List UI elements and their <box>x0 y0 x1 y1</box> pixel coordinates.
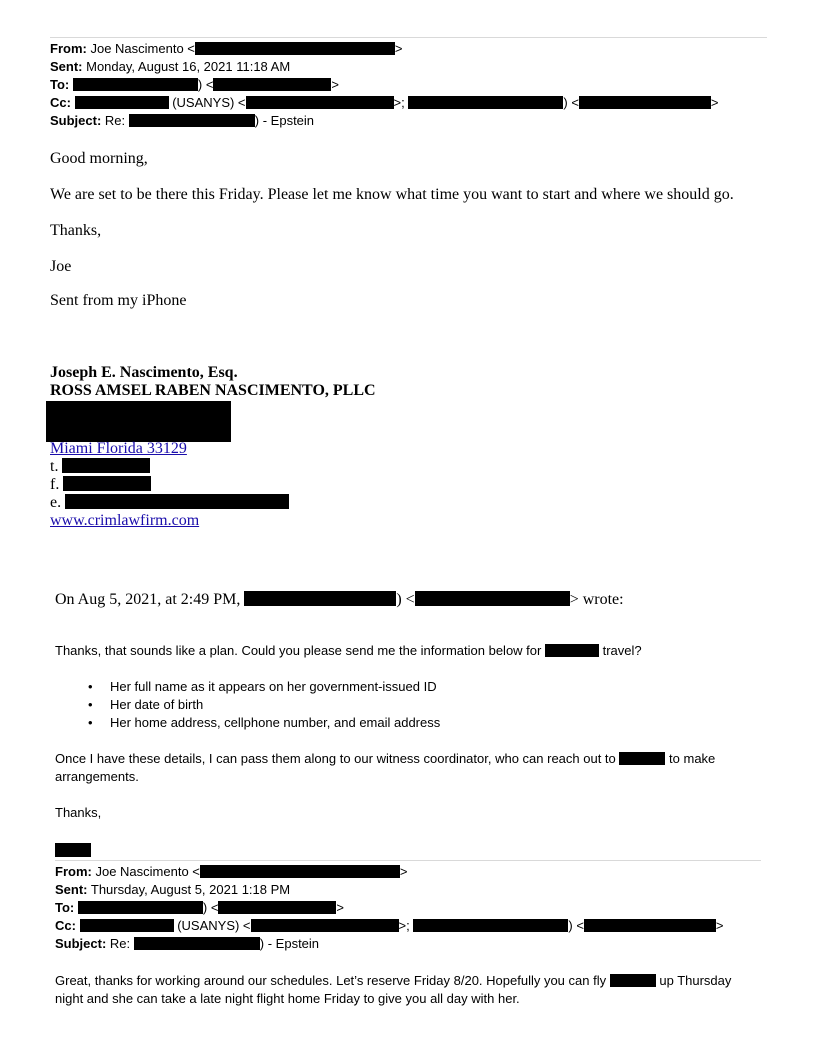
quoted-intro <box>55 591 624 609</box>
redaction <box>195 42 395 55</box>
from-close: > <box>399 864 408 879</box>
cc-usanys: (USANYS) < <box>177 918 251 933</box>
intro-prefix: On Aug 5, 2021, at 2:49 PM, <box>55 591 241 608</box>
phone-line <box>50 458 150 476</box>
fax-label: f. <box>50 476 60 493</box>
para2-suffix: to make <box>669 751 716 766</box>
redaction <box>65 494 289 509</box>
to-mid: ) < <box>202 900 219 915</box>
cc-mid: ) < <box>563 95 579 110</box>
redaction <box>78 901 203 914</box>
sent-value: Monday, August 16, 2021 11:18 AM <box>86 59 291 74</box>
intro-mid: ) < <box>396 591 415 608</box>
body-line1-prefix: Great, thanks for working around our schedules. Let’s reserve Friday 8/20. Hopefully you can fly <box>55 973 607 988</box>
redaction <box>80 919 174 932</box>
subject-label: Subject: <box>50 113 102 128</box>
from-name: Joe Nascimento < <box>95 864 200 879</box>
sent-label: Sent: <box>50 59 83 74</box>
top-from-line <box>50 40 402 58</box>
website-line[interactable] <box>50 512 199 530</box>
redaction <box>75 96 169 109</box>
redaction <box>408 96 563 109</box>
to-close: > <box>331 77 340 92</box>
cc-sep: >; <box>393 95 405 110</box>
greeting: Good morning, <box>50 150 148 167</box>
cc-label: Cc: <box>50 95 71 110</box>
body-paragraph: We are set to be there this Friday. Please let me know what time you want to start and where we should go. <box>50 186 734 203</box>
redaction <box>213 78 331 91</box>
redaction <box>134 937 260 950</box>
redaction <box>545 644 599 657</box>
top-divider <box>50 37 767 38</box>
phone-label: t. <box>50 458 59 475</box>
redaction <box>251 919 399 932</box>
address-redaction <box>46 401 231 442</box>
signature-firm: ROSS AMSEL RABEN NASCIMENTO, PLLC <box>50 382 376 399</box>
email-label: e. <box>50 494 62 511</box>
subject-suffix: ) - Epstein <box>259 936 320 951</box>
redaction <box>129 114 255 127</box>
quoted-para2-line2: arrangements. <box>55 769 139 784</box>
info-list <box>55 678 440 732</box>
from-name: Joe Nascimento < <box>90 41 195 56</box>
from-close: > <box>394 41 403 56</box>
line1-prefix: Thanks, that sounds like a plan. Could you please send me the information below for <box>55 643 542 658</box>
redaction <box>584 919 716 932</box>
redaction <box>73 78 198 91</box>
list-item: • Her date of birth <box>55 696 440 714</box>
sent-value: Thursday, August 5, 2021 1:18 PM <box>90 882 291 897</box>
redaction <box>619 752 665 765</box>
redaction <box>218 901 336 914</box>
thanks: Thanks, <box>50 222 102 239</box>
signature-name: Joseph E. Nascimento, Esq. <box>50 364 238 381</box>
subject-suffix: ) - Epstein <box>254 113 315 128</box>
to-mid: ) < <box>197 77 214 92</box>
q2-cc-line <box>55 917 724 935</box>
top-subject-line <box>50 112 314 130</box>
from-label: From: <box>50 41 87 56</box>
to-close: > <box>336 900 345 915</box>
subject-label: Subject: <box>55 936 107 951</box>
sent-from-line: Sent from my iPhone <box>50 292 187 309</box>
redaction <box>200 865 400 878</box>
sender-redaction <box>55 843 91 857</box>
city-link[interactable]: Miami Florida 33129 <box>50 440 187 457</box>
intro-suffix: > wrote: <box>569 591 624 608</box>
list-item: • Her full name as it appears on her government-issued ID <box>55 678 440 696</box>
sent-label: Sent: <box>55 882 88 897</box>
from-label: From: <box>55 864 92 879</box>
redaction <box>415 591 570 606</box>
quoted-divider <box>55 860 761 861</box>
q2-sent-line <box>55 881 290 899</box>
subject-prefix: Re: <box>104 113 126 128</box>
list-item: • Her home address, cellphone number, and email address <box>55 714 440 732</box>
redaction <box>413 919 568 932</box>
q2-from-line <box>55 863 407 881</box>
cc-usanys: (USANYS) < <box>172 95 246 110</box>
subject-prefix: Re: <box>109 936 131 951</box>
redaction <box>62 458 150 473</box>
cc-mid: ) < <box>568 918 584 933</box>
cc-close: > <box>715 918 724 933</box>
redaction <box>63 476 151 491</box>
redaction <box>246 96 394 109</box>
top-to-line <box>50 76 339 94</box>
quoted-thanks: Thanks, <box>55 805 102 820</box>
redaction <box>579 96 711 109</box>
quoted-line1 <box>55 642 642 660</box>
address-city-link[interactable] <box>50 440 187 458</box>
q2-body-line2: night and she can take a late night flight home Friday to give you all day with her. <box>55 991 520 1006</box>
para2-prefix: Once I have these details, I can pass them along to our witness coordinator, who can reach out to <box>55 751 616 766</box>
q2-to-line <box>55 899 344 917</box>
top-sent-line <box>50 58 290 76</box>
cc-close: > <box>710 95 719 110</box>
fax-line <box>50 476 151 494</box>
top-cc-line <box>50 94 719 112</box>
to-label: To: <box>55 900 75 915</box>
cc-label: Cc: <box>55 918 76 933</box>
q2-subject-line <box>55 935 319 953</box>
q2-body-line1 <box>55 972 731 990</box>
line1-suffix: travel? <box>602 643 642 658</box>
cc-sep: >; <box>398 918 410 933</box>
redaction <box>244 591 396 606</box>
sender-name: Joe <box>50 258 72 275</box>
redaction <box>610 974 656 987</box>
email-line <box>50 494 289 512</box>
body-line1-suffix: up Thursday <box>659 973 732 988</box>
to-label: To: <box>50 77 70 92</box>
quoted-para2-line1 <box>55 750 715 768</box>
website-link[interactable]: www.crimlawfirm.com <box>50 512 200 529</box>
